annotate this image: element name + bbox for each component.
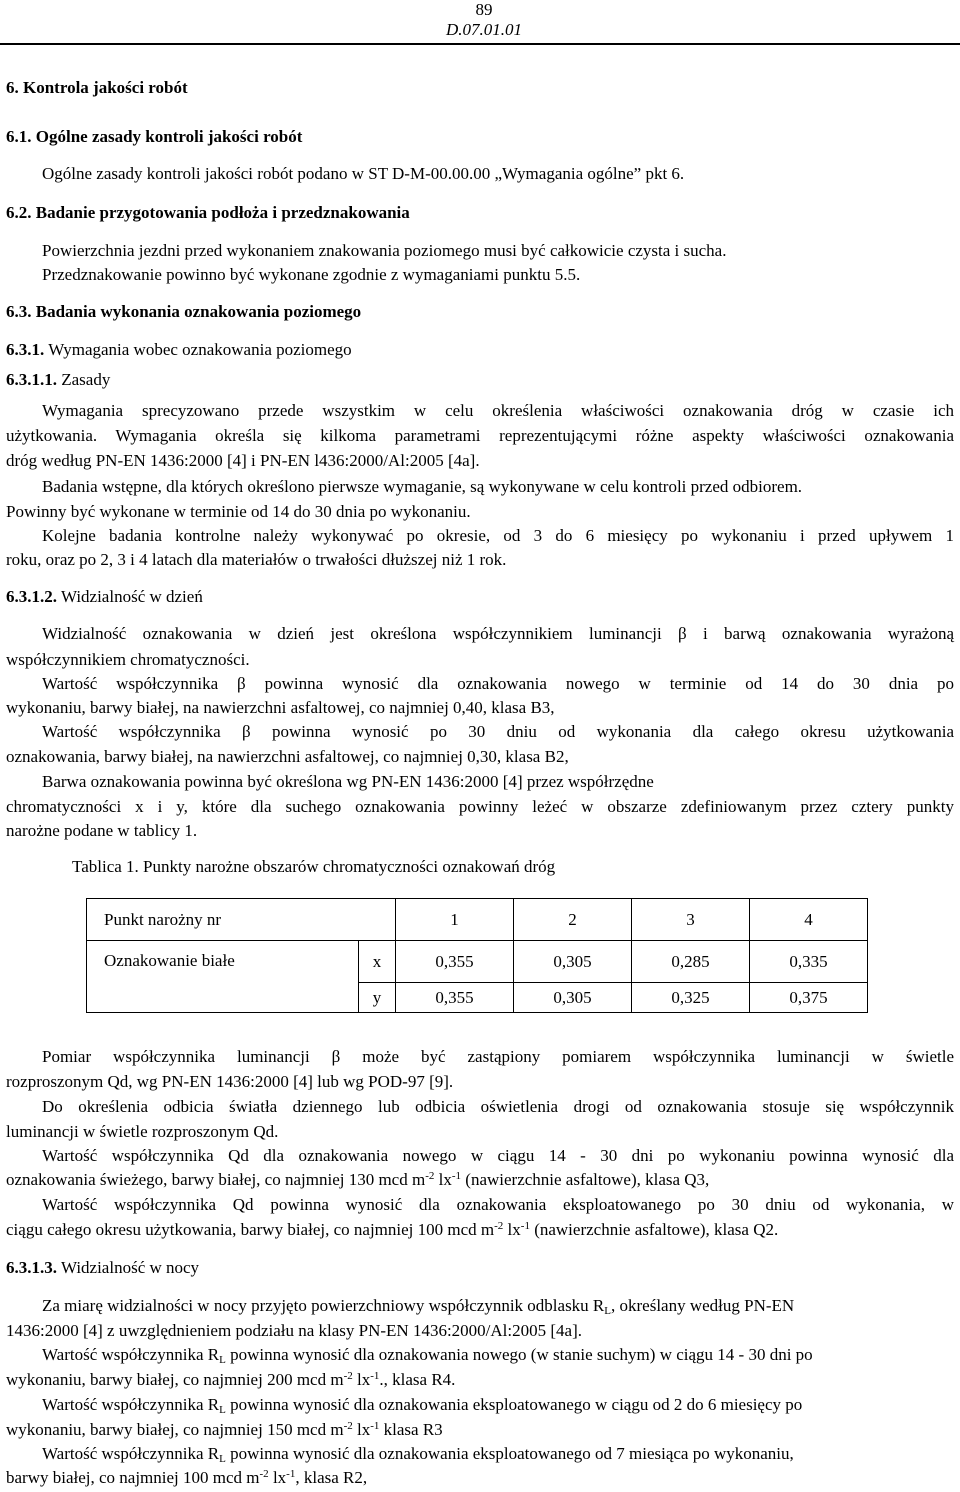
table-header-cell: 2: [514, 899, 632, 941]
text: (nawierzchnie asfaltowe), klasa Q3,: [461, 1170, 710, 1189]
text: Wartość współczynnika R: [42, 1444, 220, 1463]
paragraph: Pomiar współczynnika luminancji β może być zastąpiony pomiarem współczynnika luminancji w świetle: [42, 1047, 954, 1066]
paragraph: [6, 1468, 367, 1488]
table-row: [87, 941, 868, 983]
table-cell: 0,305: [514, 941, 632, 983]
text: Wartość współczynnika R: [42, 1395, 220, 1414]
text: lx: [268, 1468, 287, 1487]
paragraph: Ogólne zasady kontroli jakości robót podano w ST D-M-00.00.00 „Wymagania ogólne” pkt 6.: [42, 164, 685, 183]
page-number: 89: [475, 0, 493, 19]
paragraph: [42, 1395, 802, 1415]
table-header-cell: 3: [632, 899, 750, 941]
paragraph: wykonaniu, barwy białej, na nawierzchni asfaltowej, co najmniej 0,40, klasa B3,: [6, 698, 555, 717]
text: lx: [352, 1370, 371, 1389]
chromaticity-table: [86, 898, 868, 1013]
subsection-title: Zasady: [61, 370, 111, 389]
paragraph: narożne podane w tablicy 1.: [6, 821, 198, 840]
subsection-number: 6.3.1.: [6, 340, 45, 359]
paragraph: Kolejne badania kontrolne należy wykonywać po okresie, od 3 do 6 miesięcy po wykonaniu i przed upływem 1: [42, 526, 954, 545]
subscript: L: [219, 1354, 226, 1366]
table-cell: 0,355: [396, 983, 514, 1013]
paragraph: Wartość współczynnika Qd dla oznakowania nowego w ciągu 14 - 30 dni po wykonaniu powinna wynosić dla: [42, 1146, 954, 1165]
superscript: -2: [343, 1370, 353, 1382]
paragraph: użytkowania. Wymagania określa się kilkoma parametrami reprezentującymi różne aspekty właściwości oznakowania: [6, 426, 954, 445]
paragraph: Przedznakowanie powinno być wykonane zgodnie z wymaganiami punktu 5.5.: [42, 265, 581, 284]
paragraph: 1436:2000 [4] z uwzględnieniem podziału na klasy PN-EN 1436:2000/Al:2005 [4a].: [6, 1321, 582, 1340]
table-cell: 0,325: [632, 983, 750, 1013]
paragraph: chromatyczności x i y, które dla suchego oznakowania powinny leżeć w obszarze zdefiniowanym przez cztery punkty: [6, 797, 954, 816]
page-header: [446, 0, 522, 40]
text: ciągu całego okresu użytkowania, barwy białej, co najmniej 100 mcd m: [6, 1220, 495, 1239]
subsection-number: 6.3.1.2.: [6, 587, 57, 606]
subsection-title: Widzialność w dzień: [60, 587, 203, 606]
table-header-row: [87, 899, 868, 941]
text: ., klasa R4.: [379, 1370, 456, 1389]
table-cell: 0,285: [632, 941, 750, 983]
paragraph: Barwa oznakowania powinna być określona wg PN-EN 1436:2000 [4] przez współrzędne: [42, 772, 654, 791]
paragraph: współczynnikiem chromatyczności.: [6, 650, 250, 669]
paragraph: luminancji w świetle rozproszonym Qd.: [6, 1122, 279, 1141]
text: Wartość współczynnika R: [42, 1345, 220, 1364]
superscript: -2: [425, 1170, 435, 1182]
subsection-heading-6-3-1-1: [6, 370, 110, 390]
superscript: -1: [370, 1370, 380, 1382]
superscript: -2: [343, 1420, 353, 1432]
text: , określany według PN-EN: [611, 1296, 795, 1315]
paragraph: Powierzchnia jezdni przed wykonaniem znakowania poziomego musi być całkowicie czysta i sucha.: [42, 241, 727, 260]
subsection-number: 6.3.1.1.: [6, 370, 57, 389]
subscript: L: [219, 1404, 226, 1416]
paragraph: [6, 1220, 778, 1240]
table-cell: 0,305: [514, 983, 632, 1013]
section-heading-6-2: 6.2. Badanie przygotowania podłoża i przedznakowania: [6, 203, 410, 222]
paragraph: [6, 1170, 709, 1190]
subsection-number: 6.3.1.3.: [6, 1258, 57, 1277]
text: barwy białej, co najmniej 100 mcd m: [6, 1468, 260, 1487]
text: klasa R3: [379, 1420, 443, 1439]
text: powinna wynosić dla oznakowania eksploatowanego od 7 miesiąca po wykonaniu,: [225, 1444, 794, 1463]
text: Za miarę widzialności w nocy przyjęto powierzchniowy współczynnik odblasku R: [42, 1296, 605, 1315]
paragraph: Wartość współczynnika β powinna wynosić po 30 dniu od wykonania dla całego okresu użytkowania: [42, 722, 954, 741]
paragraph: [42, 1345, 813, 1365]
text: wykonaniu, barwy białej, co najmniej 200 mcd m: [6, 1370, 344, 1389]
subsection-title: Widzialność w nocy: [60, 1258, 200, 1277]
table-header-cell: 4: [750, 899, 868, 941]
paragraph: rozproszonym Qd, wg PN-EN 1436:2000 [4] lub wg POD-97 [9].: [6, 1072, 454, 1091]
table-row-label: Oznakowanie białe: [87, 941, 359, 1013]
superscript: -1: [451, 1170, 462, 1182]
paragraph: [42, 1444, 794, 1464]
text: (nawierzchnie asfaltowe), klasa Q2.: [529, 1220, 779, 1239]
table-cell: 0,375: [750, 983, 868, 1013]
subsection-heading-6-3-1-2: [6, 587, 203, 607]
table-cell: 0,335: [750, 941, 868, 983]
superscript: -1: [370, 1420, 380, 1432]
paragraph: [6, 1370, 455, 1390]
section-heading-6-1: 6.1. Ogólne zasady kontroli jakości robót: [6, 127, 303, 146]
paragraph: Wymagania sprecyzowano przede wszystkim w celu określenia właściwości oznakowania dróg w czasie ich: [42, 401, 954, 420]
paragraph: [6, 1420, 443, 1440]
superscript: -2: [259, 1468, 269, 1480]
paragraph: Badania wstępne, dla których określono pierwsze wymaganie, są wykonywane w celu kontroli przed odbiorem.: [42, 477, 803, 496]
subsection-heading-6-3-1: [6, 340, 352, 360]
table-header-cell: 1: [396, 899, 514, 941]
text: powinna wynosić dla oznakowania eksploatowanego w ciągu od 2 do 6 miesięcy po: [225, 1395, 803, 1414]
subscript: L: [219, 1453, 226, 1465]
paragraph: oznakowania, barwy białej, na nawierzchni asfaltowej, co najmniej 0,30, klasa B2,: [6, 747, 569, 766]
document-code: D.07.01.01: [445, 20, 522, 39]
superscript: -1: [286, 1468, 296, 1480]
superscript: -2: [494, 1220, 504, 1232]
paragraph: Widzialność oznakowania w dzień jest określona współczynnikiem luminancji β i barwą oznakowania wyrażoną: [42, 624, 954, 643]
paragraph: Wartość współczynnika Qd powinna wynosić dla oznakowania eksploatowanego po 30 dniu od wykonania, w: [42, 1195, 954, 1214]
text: lx: [352, 1420, 371, 1439]
paragraph: Powinny być wykonane w terminie od 14 do 30 dnia po wykonaniu.: [6, 502, 471, 521]
subsection-title: Wymagania wobec oznakowania poziomego: [48, 340, 352, 359]
table-header-label: Punkt narożny nr: [87, 899, 396, 941]
table-caption: Tablica 1. Punkty narożne obszarów chromatyczności oznakowań dróg: [72, 857, 556, 876]
superscript: -1: [520, 1220, 530, 1232]
text: oznakowania świeżego, barwy białej, co najmniej 130 mcd m: [6, 1170, 426, 1189]
paragraph: roku, oraz po 2, 3 i 4 latach dla materiałów o trwałości dłuższej niż 1 rok.: [6, 550, 507, 569]
section-heading-6: 6. Kontrola jakości robót: [6, 78, 188, 97]
subscript: L: [604, 1305, 612, 1317]
paragraph: Do określenia odbicia światła dziennego lub odbicia oświetlenia drogi od oznakowania stosuje się współczynnik: [42, 1097, 954, 1116]
section-heading-6-3: 6.3. Badania wykonania oznakowania poziomego: [6, 302, 362, 321]
text: lx: [503, 1220, 521, 1239]
table-cell: 0,355: [396, 941, 514, 983]
text: , klasa R2,: [295, 1468, 368, 1487]
header-rule: [0, 43, 960, 45]
table-coord-cell: x: [359, 941, 396, 983]
subsection-heading-6-3-1-3: [6, 1258, 199, 1278]
text: lx: [434, 1170, 452, 1189]
paragraph: [42, 1296, 794, 1316]
text: powinna wynosić dla oznakowania nowego (w stanie suchym) w ciągu 14 - 30 dni po: [225, 1345, 813, 1364]
paragraph: dróg według PN-EN 1436:2000 [4] i PN-EN l436:2000/Al:2005 [4a].: [6, 451, 480, 470]
paragraph: Wartość współczynnika β powinna wynosić dla oznakowania nowego w terminie od 14 do 30 dnia po: [42, 674, 954, 693]
table-coord-cell: y: [359, 983, 396, 1013]
text: wykonaniu, barwy białej, co najmniej 150 mcd m: [6, 1420, 344, 1439]
